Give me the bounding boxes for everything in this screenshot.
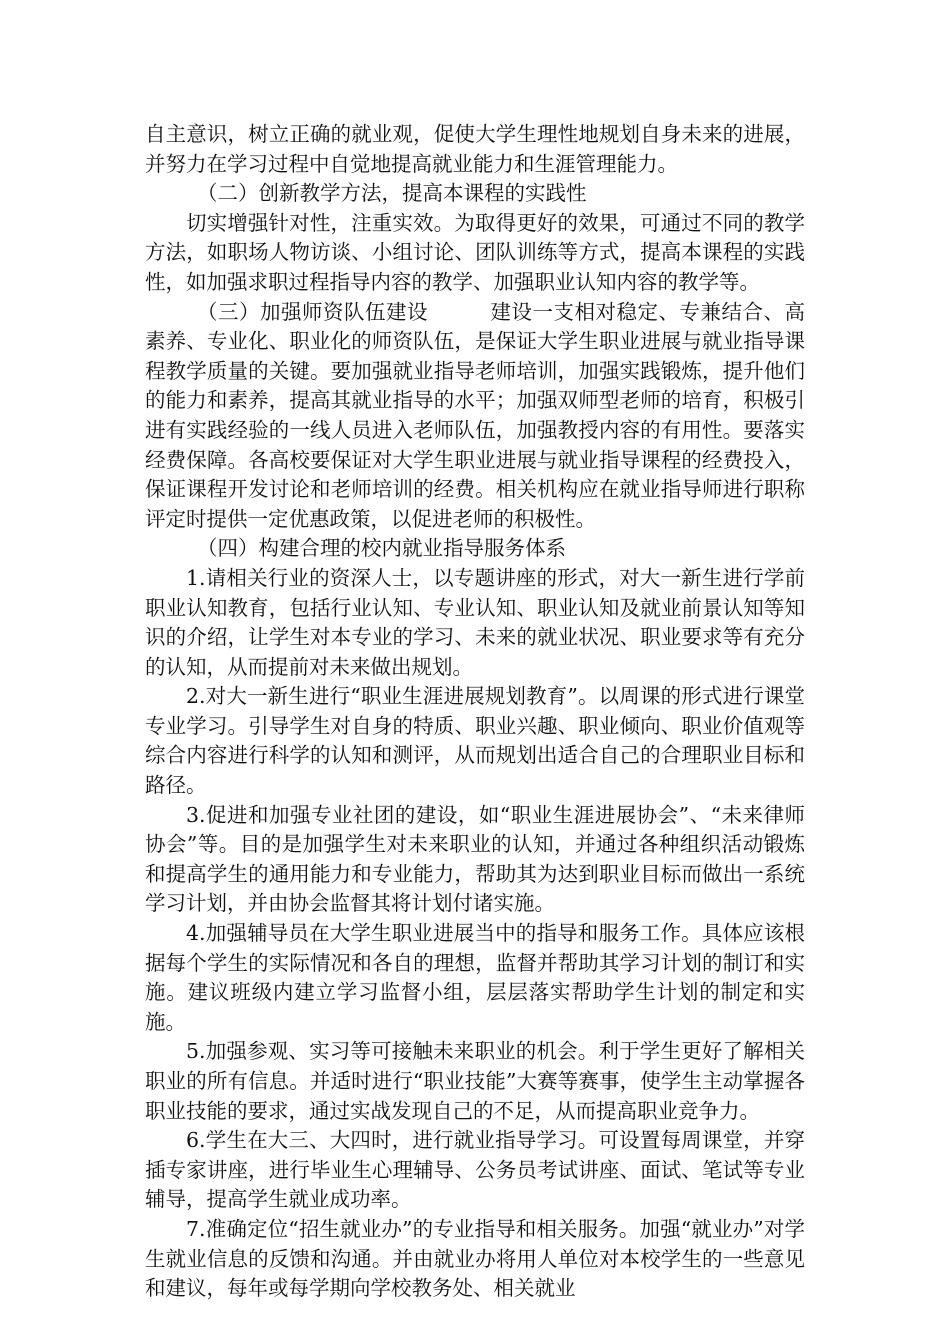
list-item: 2.对大一新生进行“职业生涯进展规划教育”。以周课的形式进行课堂专业学习。引导学生对自身的特质、职业兴趣、职业倾向、职业价值观等综合内容进行科学的认知和测评，从而规划出适合自己的合理职业目标和路径。: [145, 684, 805, 798]
section-heading-4: （四）构建合理的校内就业指导服务体系: [197, 536, 566, 561]
document-body: [145, 120, 805, 1304]
section-heading-3: （三）加强师资队伍建设: [197, 299, 428, 324]
paragraph: 切实增强针对性，注重实效。为取得更好的效果，可通过不同的教学方法，如职场人物访谈、小组讨论、团队训练等方式，提高本课程的实践性，如加强求职过程指导内容的教学、加强职业认知内容的教学等。: [145, 210, 805, 294]
paragraph-text: 建设一支相对稳定、专兼结合、高素养、专业化、职业化的师资队伍，是保证大学生职业进展与就业指导课程教学质量的关键。要加强就业指导老师培训，加强实践锻炼，提升他们的能力和素养，提高其就业指导的水平；加强双师型老师的培育，积极引进有实践经验的一线人员进入老师队伍，加强教授内容的有用性。要落实经费保障。各高校要保证对大学生职业进展与就业指导课程的经费投入，保证课程开发讨论和老师培训的经费。相关机构应在就业指导师进行职称评定时提供一定优惠政策，以促进老师的积极性。: [145, 299, 805, 531]
list-item: 7.准确定位“招生就业办”的专业指导和相关服务。加强“就业办”对学生就业信息的反馈和沟通。并由就业办将用人单位对本校学生的一些意见和建议，每年或每学期向学校教务处、相关就业: [145, 1216, 805, 1301]
list-item: 6.学生在大三、大四时，进行就业指导学习。可设置每周课堂，并穿插专家讲座，进行毕业生心理辅导、公务员考试讲座、面试、笔试等专业辅导，提高学生就业成功率。: [145, 1128, 805, 1212]
paragraph-continuation: 自主意识，树立正确的就业观，促使大学生理性地规划自身未来的进展，并努力在学习过程中自觉地提高就业能力和生涯管理能力。: [145, 122, 805, 176]
list-item: 3.促进和加强专业社团的建设，如“职业生涯进展协会”、“未来律师协会”等。目的是加强学生对未来职业的认知，并通过各种组织活动锻炼和提高学生的通用能力和专业能力，帮助其为达到职业目标而做出一系统学习计划，并由协会监督其将计划付诸实施。: [145, 802, 805, 916]
list-item: 4.加强辅导员在大学生职业进展当中的指导和服务工作。具体应该根据每个学生的实际情况和各自的理想，监督并帮助其学习计划的制订和实施。建议班级内建立学习监督小组，层层落实帮助学生计划的制定和实施。: [145, 921, 805, 1034]
paragraph-with-heading: [145, 298, 805, 535]
list-item: 5.加强参观、实习等可接触未来职业的机会。利于学生更好了解相关职业的所有信息。并适时进行“职业技能”大赛等赛事，使学生主动掌握各职业技能的要求，通过实战发现自己的不足，从而提高职业竞争力。: [145, 1039, 805, 1123]
list-item: 1.请相关行业的资深人士，以专题讲座的形式，对大一新生进行学前职业认知教育，包括行业认知、专业认知、职业认知及就业前景认知等知识的介绍，让学生对本专业的学习、未来的就业状况、职业要求等有充分的认知，从而提前对未来做出规划。: [145, 565, 805, 679]
section-heading-2: （二）创新教学方法，提高本课程的实践性: [197, 181, 587, 206]
